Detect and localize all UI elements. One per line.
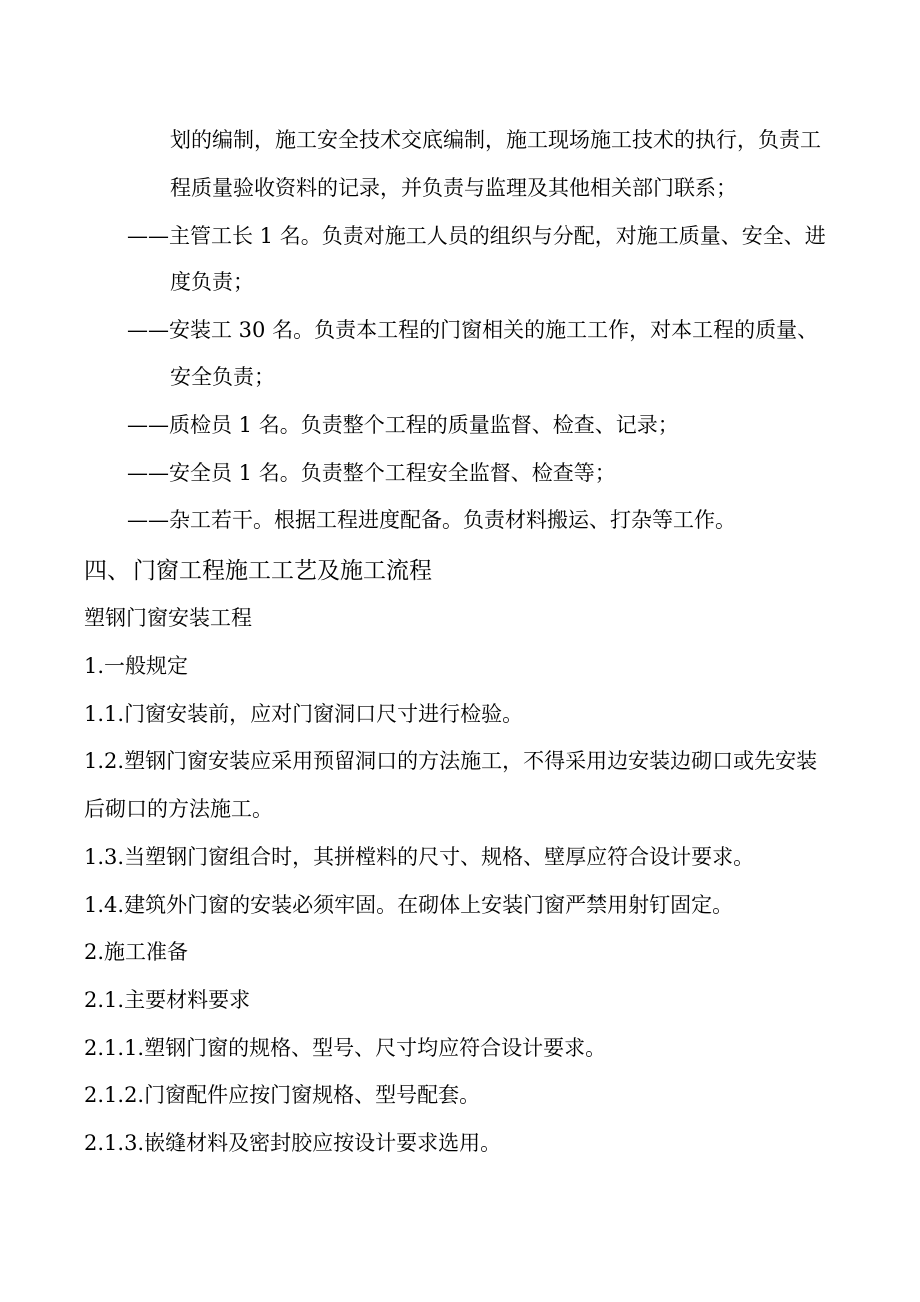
clause-item: 1.4.建筑外门窗的安装必须牢固。在砌体上安装门窗严禁用射钉固定。 (84, 893, 734, 917)
body-text-line: 划的编制，施工安全技术交底编制，施工现场施工技术的执行，负责工 (170, 128, 821, 152)
body-text-line: 度负责； (170, 270, 254, 294)
clause-item: 2.1.1.塑钢门窗的规格、型号、尺寸均应符合设计要求。 (84, 1036, 607, 1060)
clause-item: 1.3.当塑钢门窗组合时，其拼樘料的尺寸、规格、壁厚应符合设计要求。 (84, 845, 755, 869)
clause-item: 2.1.3.嵌缝材料及密封胶应按设计要求选用。 (84, 1131, 502, 1155)
clause-item: 2.1.2.门窗配件应按门窗规格、型号配套。 (84, 1083, 481, 1107)
staff-item-laborers: ——杂工若干。根据工程进度配备。负责材料搬运、打杂等工作。 (127, 508, 736, 532)
staff-item-installer: ——安装工 30 名。负责本工程的门窗相关的施工工作，对本工程的质量、 (127, 318, 819, 342)
clause-subheading: 2.1.主要材料要求 (84, 988, 251, 1012)
staff-item-safety-officer: ——安全员 1 名。负责整个工程安全监督、检查等； (127, 461, 616, 485)
body-text-line: 程质量验收资料的记录，并负责与监理及其他相关部门联系； (170, 176, 737, 200)
section-heading-title: 门窗工程施工工艺及施工流程 (133, 558, 432, 584)
staff-item-inspector: ——质检员 1 名。负责整个工程的质量监督、检查、记录； (127, 413, 679, 437)
section-heading-number: 四、 (84, 558, 130, 584)
staff-item-foreman: ——主管工长 1 名。负责对施工人员的组织与分配，对施工质量、安全、进 (127, 224, 826, 248)
clause-item: 1.2.塑钢门窗安装应采用预留洞口的方法施工，不得采用边安装边砌口或先安装 (84, 749, 818, 773)
clause-heading: 2.施工准备 (84, 940, 189, 964)
clause-item: 1.1.门窗安装前，应对门窗洞口尺寸进行检验。 (84, 702, 524, 726)
body-text-line: 安全负责； (170, 365, 275, 389)
clause-item-continuation: 后砌口的方法施工。 (84, 797, 273, 821)
subsection-title: 塑钢门窗安装工程 (84, 606, 252, 630)
clause-heading: 1.一般规定 (84, 654, 189, 678)
